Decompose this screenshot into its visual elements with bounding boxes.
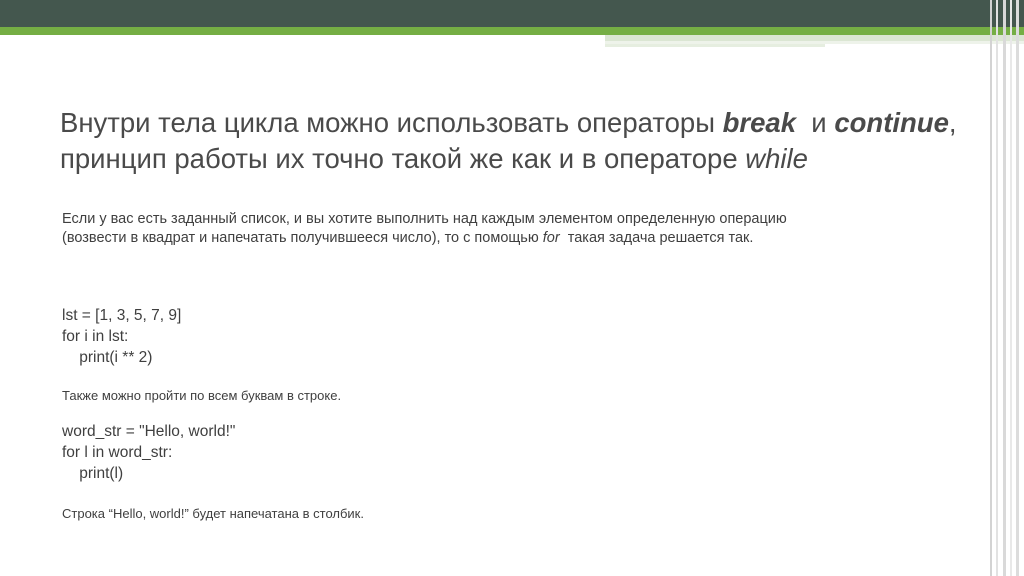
intro-text: такая задача решается так.: [559, 230, 754, 246]
slide-title: [60, 105, 960, 177]
intro-keyword-for: for: [542, 230, 560, 246]
note-1: Также можно пройти по всем буквам в строке.: [62, 388, 342, 403]
intro-paragraph: [62, 210, 832, 248]
title-keyword-while: while: [745, 143, 808, 174]
title-text: ,: [948, 107, 957, 138]
header-band-dark: [0, 0, 1024, 27]
title-text: Внутри тела цикла можно использовать операторы: [60, 107, 723, 138]
code-line: lst = [1, 3, 5, 7, 9]: [62, 307, 182, 324]
decor-vertical-line: [1003, 0, 1006, 576]
code-line: print(l): [62, 465, 124, 482]
title-text: и: [796, 107, 835, 138]
decor-vertical-line: [996, 0, 998, 576]
note-2: Строка “Hello, world!” будет напечатана в столбик.: [62, 506, 364, 521]
code-line: print(i ** 2): [62, 349, 153, 366]
header-band-light-short: [605, 44, 825, 47]
code-line: word_str = "Hello, world!": [62, 423, 236, 440]
decor-vertical-line: [1016, 0, 1019, 576]
decor-vertical-line: [1010, 0, 1012, 576]
decor-vertical-line: [990, 0, 992, 576]
code-line: for l in word_str:: [62, 444, 173, 461]
title-text: принцип работы их точно такой же как и в операторе: [60, 143, 746, 174]
intro-text: Если у вас есть заданный список, и вы хотите выполнить над каждым элементом определенную операцию (возвести в квадрат и напечатать получившееся число), то с помощью: [62, 211, 787, 246]
code-block-2: [62, 421, 235, 484]
header-band-green: [0, 27, 1024, 35]
code-block-1: [62, 305, 181, 368]
title-keyword-break: break: [722, 107, 797, 138]
code-line: for i in lst:: [62, 328, 129, 345]
title-keyword-continue: continue: [834, 107, 949, 138]
